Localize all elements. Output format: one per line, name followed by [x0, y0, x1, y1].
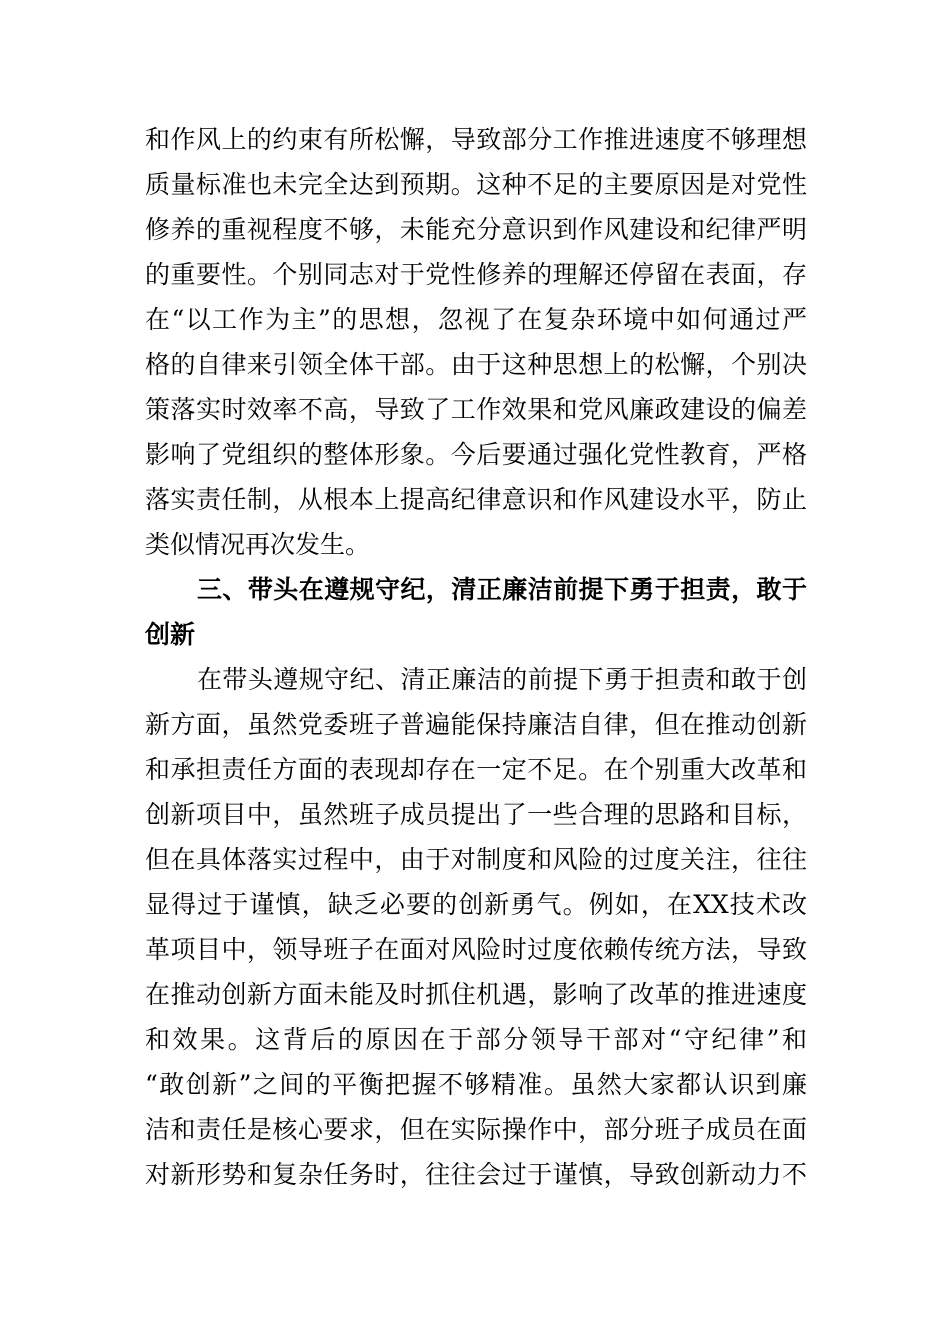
- paragraph-line: 对新形势和复杂任务时，往往会过于谨慎，导致创新动力不: [145, 1160, 807, 1189]
- paragraph-line: 和作风上的约束有所松懈，导致部分工作推进速度不够理想: [145, 125, 807, 154]
- paragraph-line: 修养的重视程度不够，未能充分意识到作风建设和纪律严明: [145, 215, 807, 244]
- paragraph-line: 落实责任制，从根本上提高纪律意识和作风建设水平，防止: [145, 485, 807, 514]
- paragraph-line: 在“以工作为主”的思想，忽视了在复杂环境中如何通过严: [145, 305, 807, 334]
- paragraph-line: 在推动创新方面未能及时抓住机遇，影响了改革的推进速度: [145, 980, 807, 1009]
- paragraph-line: 类似情况再次发生。: [145, 530, 371, 559]
- paragraph-line: 在带头遵规守纪、清正廉洁的前提下勇于担责和敢于创: [197, 665, 807, 694]
- paragraph-line: 洁和责任是核心要求，但在实际操作中，部分班子成员在面: [145, 1115, 807, 1144]
- paragraph-line: 和承担责任方面的表现却存在一定不足。在个别重大改革和: [145, 755, 807, 784]
- section-heading: 创新: [145, 620, 196, 649]
- paragraph-line: 创新项目中，虽然班子成员提出了一些合理的思路和目标，: [145, 800, 807, 829]
- paragraph-line: 质量标准也未完全达到预期。这种不足的主要原因是对党性: [145, 170, 807, 199]
- paragraph-line: 和效果。这背后的原因在于部分领导干部对“守纪律”和: [145, 1025, 807, 1054]
- paragraph-line: 新方面，虽然党委班子普遍能保持廉洁自律，但在推动创新: [145, 710, 807, 739]
- paragraph-line: “敢创新”之间的平衡把握不够精准。虽然大家都认识到廉: [145, 1070, 807, 1099]
- paragraph-line: 革项目中，领导班子在面对风险时过度依赖传统方法，导致: [145, 935, 807, 964]
- paragraph-line: 显得过于谨慎，缺乏必要的创新勇气。例如，在XX技术改: [145, 890, 807, 919]
- paragraph-line: 的重要性。个别同志对于党性修养的理解还停留在表面，存: [145, 260, 807, 289]
- paragraph-line: 策落实时效率不高，导致了工作效果和党风廉政建设的偏差: [145, 395, 807, 424]
- section-heading: 三、带头在遵规守纪，清正廉洁前提下勇于担责，敢于: [197, 575, 807, 604]
- paragraph-line: 但在具体落实过程中，由于对制度和风险的过度关注，往往: [145, 845, 807, 874]
- paragraph-line: 影响了党组织的整体形象。今后要通过强化党性教育，严格: [145, 440, 807, 469]
- paragraph-line: 格的自律来引领全体干部。由于这种思想上的松懈，个别决: [145, 350, 807, 379]
